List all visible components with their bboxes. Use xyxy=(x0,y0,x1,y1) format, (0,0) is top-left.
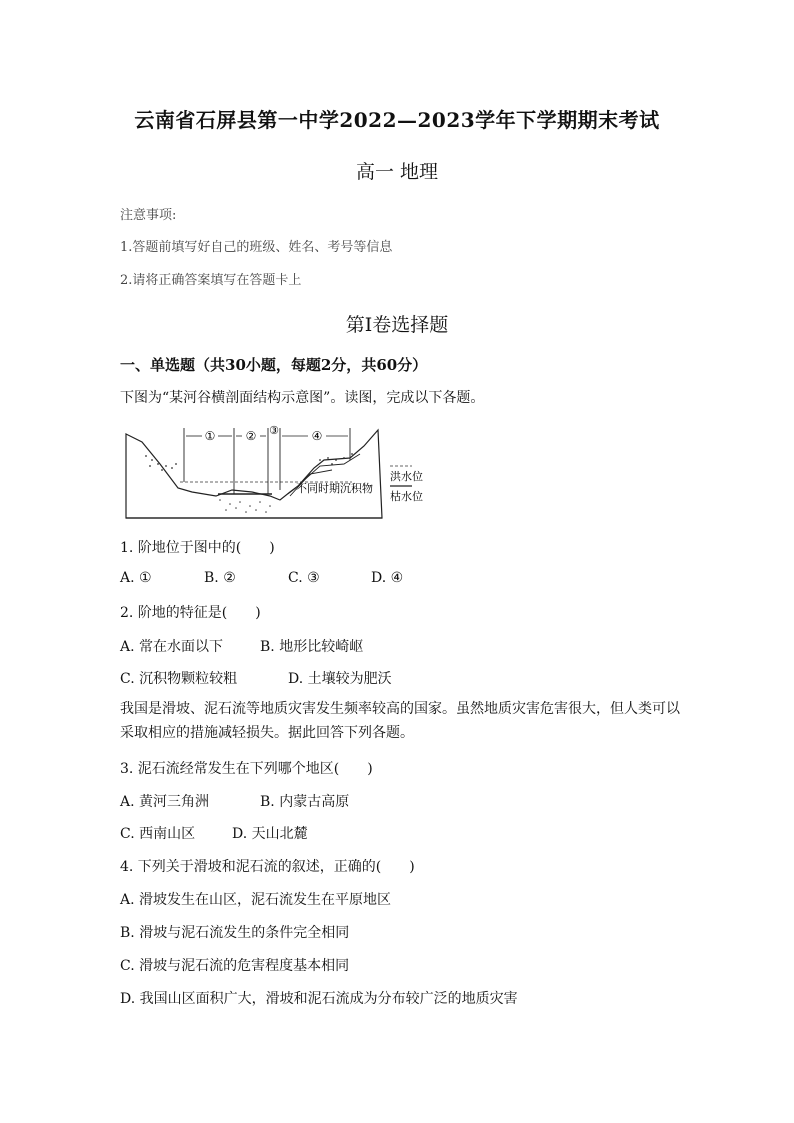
q3-option-c[interactable]: C. 西南山区 xyxy=(120,826,196,842)
ground-profile xyxy=(126,430,382,518)
notes-item-1: 1.答题前填写好自己的班级、姓名、考号等信息 xyxy=(120,240,393,255)
right-terrace-layers xyxy=(302,454,360,482)
q1-option-a[interactable]: A. ① xyxy=(120,570,152,586)
marker-3: ③ xyxy=(269,424,279,437)
part-heading: 一、单选题（共30小题，每题2分，共60分） xyxy=(120,356,428,374)
channel-sediment xyxy=(219,499,271,513)
marker-1: ① xyxy=(204,429,216,443)
q4-option-a[interactable]: A. 滑坡发生在山区，泥石流发生在平原地区 xyxy=(120,892,392,908)
intro-paragraph-2: 我国是滑坡、泥石流等地质灾害发生频率较高的国家。虽然地质灾害危害很大，但人类可以采取相应的措施减轻损失。据此回答下列各题。 xyxy=(120,701,680,741)
question-4-stem: 4. 下列关于滑坡和泥石流的叙述，正确的( ) xyxy=(120,859,415,875)
valley-cross-section-figure xyxy=(120,420,430,520)
marker-2: ② xyxy=(245,429,257,443)
q3-option-d[interactable]: D. 天山北麓 xyxy=(232,826,308,842)
legend-flood-level: 洪水位 xyxy=(390,470,423,483)
intro-paragraph-1: 下图为“某河谷横剖面结构示意图”。读图，完成以下各题。 xyxy=(120,390,485,406)
q2-option-d[interactable]: D. 土壤较为肥沃 xyxy=(288,671,392,687)
notes-item-2: 2.请将正确答案填写在答题卡上 xyxy=(120,273,302,288)
notes-heading: 注意事项: xyxy=(120,208,177,223)
exam-subtitle: 高一 地理 xyxy=(355,161,439,183)
marker-4: ④ xyxy=(311,429,323,443)
q2-option-a[interactable]: A. 常在水面以下 xyxy=(120,639,224,655)
q3-option-a[interactable]: A. 黄河三角洲 xyxy=(120,794,210,810)
q1-option-b[interactable]: B. ② xyxy=(204,570,236,586)
question-3-stem: 3. 泥石流经常发生在下列哪个地区( ) xyxy=(120,761,373,777)
sediment-label: 不同时期沉积物 xyxy=(296,482,373,495)
exam-title: 云南省石屏县第一中学2022—2023学年下学期期末考试 xyxy=(134,108,660,132)
q1-option-d[interactable]: D. ④ xyxy=(371,570,404,586)
q4-option-b[interactable]: B. 滑坡与泥石流发生的条件完全相同 xyxy=(120,925,350,941)
question-1-stem: 1. 阶地位于图中的( ) xyxy=(120,540,275,556)
q1-option-c[interactable]: C. ③ xyxy=(288,570,320,586)
question-2-stem: 2. 阶地的特征是( ) xyxy=(120,605,261,621)
left-terrace-sediment xyxy=(145,455,177,471)
q4-option-c[interactable]: C. 滑坡与泥石流的危害程度基本相同 xyxy=(120,958,350,974)
q2-option-b[interactable]: B. 地形比较崎岖 xyxy=(260,639,364,655)
q4-option-d[interactable]: D. 我国山区面积广大，滑坡和泥石流成为分布较广泛的地质灾害 xyxy=(120,991,518,1007)
legend-dry-level: 枯水位 xyxy=(390,490,423,503)
q2-option-c[interactable]: C. 沉积物颗粒较粗 xyxy=(120,671,238,687)
q3-option-b[interactable]: B. 内蒙古高原 xyxy=(260,794,350,810)
section-title: 第Ⅰ卷选择题 xyxy=(345,314,449,336)
